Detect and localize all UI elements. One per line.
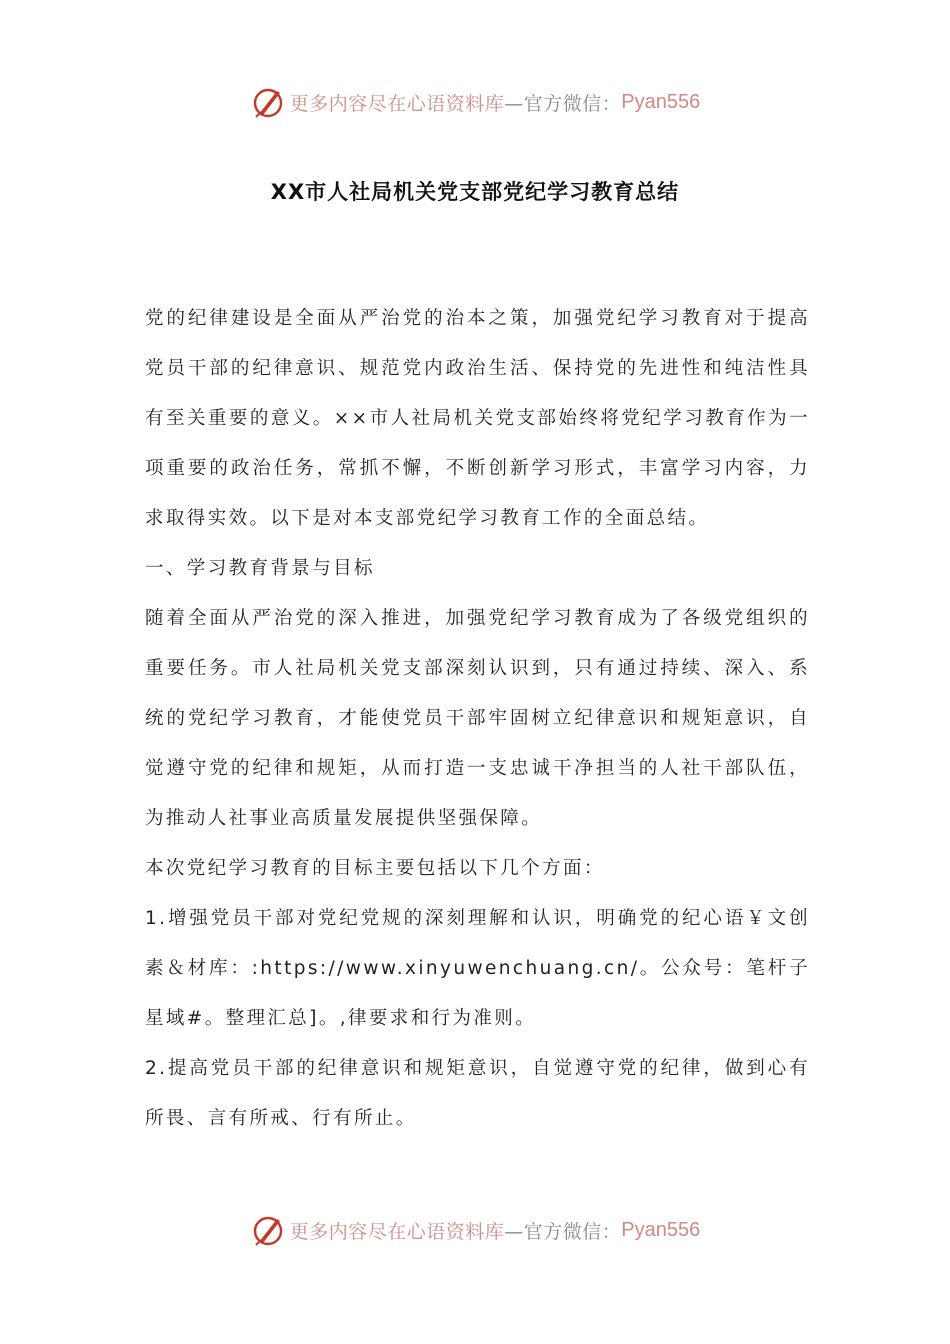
header-watermark	[0, 82, 950, 122]
list-item: 1.增强党员干部对党纪党规的深刻理解和认识，明确党的纪心语￥文创素＆材库：:https://www.xinyuwenchuang.cn/。公众号：笔杆子星域#。整理汇总]。,律要求和行为准则。	[145, 908, 810, 1029]
paragraph: 党的纪律建设是全面从严治党的治本之策，加强党纪学习教育对于提高党员干部的纪律意识、规范党内政治生活、保持党的先进性和纯洁性具有至关重要的意义。××市人社局机关党支部始终将党纪学习教育作为一项重要的政治任务，常抓不懈，不断创新学习形式，丰富学习内容，力求取得实效。以下是对本支部党纪学习教育工作的全面总结。	[145, 308, 810, 529]
watermark-separator: —官方微信：	[504, 92, 622, 115]
document-body	[145, 294, 810, 1144]
paragraph: 随着全面从严治党的深入推进，加强党纪学习教育成为了各级党组织的重要任务。市人社局机关党支部深刻认识到，只有通过持续、深入、系统的党纪学习教育，才能使党员干部牢固树立纪律意识和规矩意识，自觉遵守党的纪律和规矩，从而打造一支忠诚干净担当的人社干部队伍，为推动人社事业高质量发展提供坚强保障。	[145, 608, 810, 829]
watermark-wechat-id: Pyan556	[621, 1218, 701, 1241]
footer-watermark	[0, 1210, 950, 1250]
list-item: 2.提高党员干部的纪律意识和规矩意识，自觉遵守党的纪律，做到心有所畏、言有所戒、行有所止。	[145, 1058, 810, 1129]
watermark-separator: —官方微信：	[504, 1220, 622, 1243]
watermark-text: 更多内容尽在心语资料库	[289, 92, 505, 115]
document-title: XX市人社局机关党支部党纪学习教育总结	[270, 180, 680, 204]
paragraph: 本次党纪学习教育的目标主要包括以下几个方面：	[145, 858, 605, 879]
watermark-text: 更多内容尽在心语资料库	[289, 1220, 505, 1243]
quill-logo-icon	[250, 84, 286, 120]
quill-logo-icon	[250, 1212, 286, 1248]
watermark-wechat-id: Pyan556	[621, 90, 701, 113]
section-heading: 一、学习教育背景与目标	[145, 558, 375, 579]
